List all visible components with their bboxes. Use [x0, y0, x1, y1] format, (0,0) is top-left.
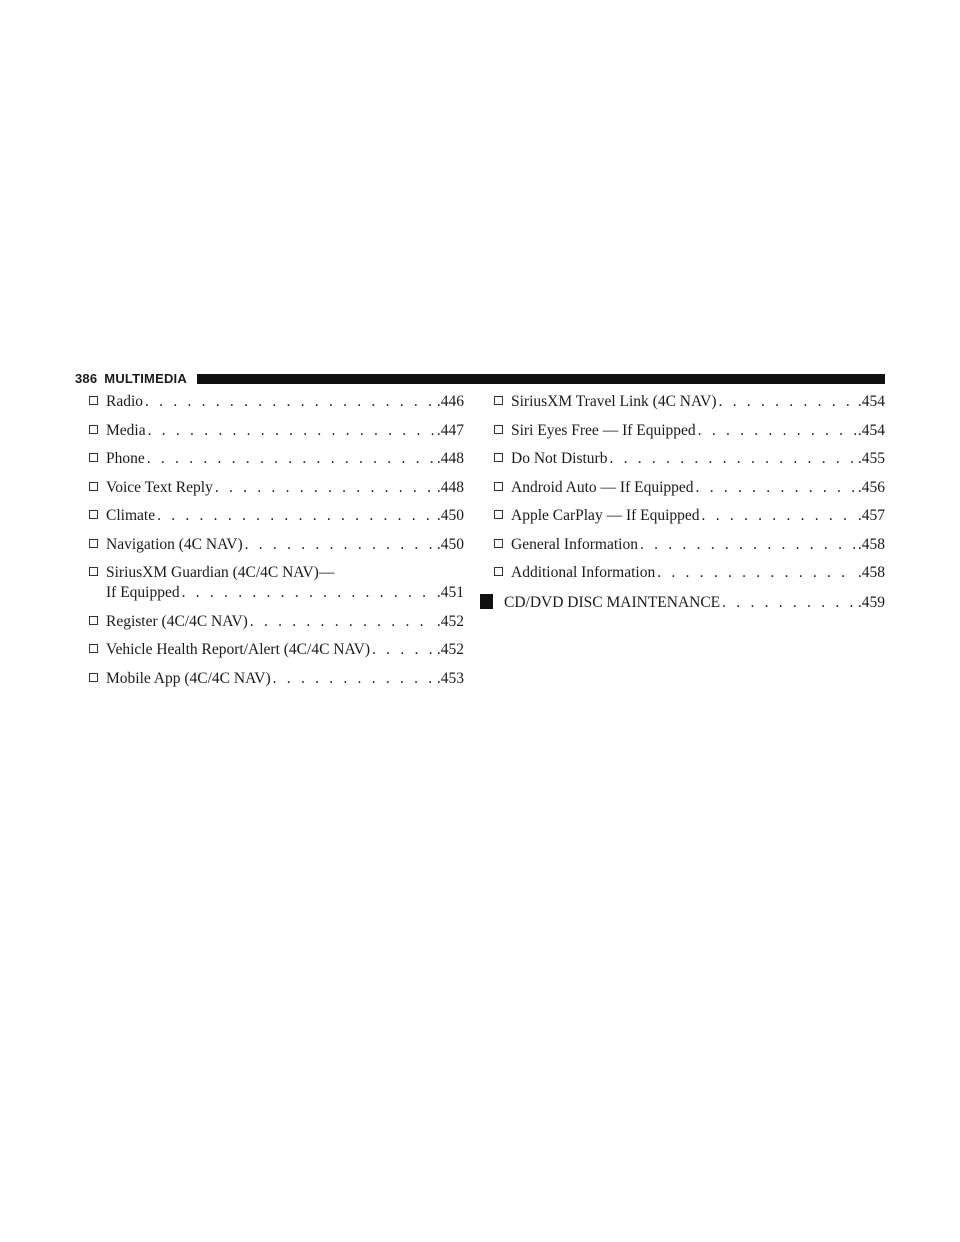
toc-entry-page: .448: [436, 478, 464, 496]
toc-entry-page: .455: [857, 450, 885, 467]
toc-entry-vehicle-health-report[interactable]: [89, 640, 464, 669]
hollow-square-bullet-icon: [494, 425, 503, 434]
toc-entry-label: Navigation (4C NAV): [106, 535, 243, 553]
toc-entry-label: Apple CarPlay — If Equipped: [511, 507, 700, 524]
toc-entry-page: .450: [436, 535, 464, 553]
toc-entry-cd-dvd-disc-maintenance[interactable]: [480, 592, 885, 621]
toc-entry-label: General Information: [511, 535, 638, 553]
dot-leader: [698, 421, 856, 441]
dot-leader: [145, 392, 435, 412]
toc-entry-label: Additional Information: [511, 564, 656, 581]
toc-entry-label: CD/DVD DISC MAINTENANCE: [504, 593, 721, 611]
toc-entry-page: .454: [857, 421, 885, 439]
toc-entry-page: .457: [857, 507, 885, 524]
toc-entry-label: Phone: [106, 450, 145, 467]
dot-leader: [250, 612, 435, 632]
page-header: [75, 370, 885, 388]
toc-entry-label: Register (4C/4C NAV): [106, 612, 248, 630]
toc-entry-page: .448: [436, 450, 464, 467]
toc-entry-label: Android Auto — If Equipped: [511, 478, 694, 496]
dot-leader: [245, 535, 435, 555]
toc-entry-page: .452: [436, 612, 464, 630]
toc-entry-page: .458: [857, 535, 885, 553]
dot-leader: [215, 478, 435, 498]
dot-leader: [609, 449, 855, 469]
toc-entry-page: .453: [436, 669, 464, 687]
toc-entry-page: .454: [857, 393, 885, 410]
toc-entry-label: Vehicle Health Report/Alert (4C/4C NAV): [106, 641, 371, 658]
toc-entry-general-information[interactable]: [494, 535, 885, 564]
hollow-square-bullet-icon: [494, 482, 503, 491]
toc-entry-page: .447: [436, 421, 464, 439]
toc-entry-page: .446: [436, 393, 464, 410]
toc-entry-label: Mobile App (4C/4C NAV): [106, 669, 271, 687]
hollow-square-bullet-icon: [89, 510, 98, 519]
toc-entry-label: Do Not Disturb: [511, 450, 608, 467]
hollow-square-bullet-icon: [89, 644, 98, 653]
toc-entry-apple-carplay[interactable]: [494, 506, 885, 535]
toc-entry-label: Media: [106, 421, 146, 439]
dot-leader: [148, 421, 435, 441]
toc-entry-page: .451: [436, 584, 464, 601]
hollow-square-bullet-icon: [89, 539, 98, 548]
dot-leader: [273, 669, 435, 689]
toc-entry-android-auto[interactable]: [494, 478, 885, 507]
toc-right-column: [494, 392, 885, 620]
dot-leader: [372, 640, 435, 660]
hollow-square-bullet-icon: [89, 425, 98, 434]
dot-leader: [719, 392, 856, 412]
toc-entry-label-continued: If Equipped: [106, 584, 180, 601]
hollow-square-bullet-icon: [494, 396, 503, 405]
hollow-square-bullet-icon: [494, 453, 503, 462]
toc-entry-label: Radio: [106, 393, 144, 410]
toc-entry-label: Voice Text Reply: [106, 478, 213, 496]
toc-left-column: [89, 392, 464, 697]
dot-leader: [702, 506, 856, 526]
hollow-square-bullet-icon: [89, 482, 98, 491]
toc-entry-label: SiriusXM Travel Link (4C NAV): [511, 393, 717, 410]
toc-entry-additional-information[interactable]: [494, 563, 885, 592]
toc-entry-page: .456: [857, 478, 885, 496]
hollow-square-bullet-icon: [89, 396, 98, 405]
hollow-square-bullet-icon: [89, 453, 98, 462]
page-number: 386: [75, 371, 98, 386]
hollow-square-bullet-icon: [494, 510, 503, 519]
header-rule: [197, 374, 885, 384]
toc-entry-phone[interactable]: [89, 449, 464, 478]
toc-entry-siriusxm-travel-link[interactable]: [494, 392, 885, 421]
toc-entry-label: SiriusXM Guardian (4C/4C NAV)—: [106, 564, 335, 581]
toc-entry-page: .459: [857, 593, 885, 611]
section-title: MULTIMEDIA: [104, 371, 187, 386]
hollow-square-bullet-icon: [89, 673, 98, 682]
hollow-square-bullet-icon: [89, 616, 98, 625]
dot-leader: [157, 506, 435, 526]
toc-entry-media[interactable]: [89, 421, 464, 450]
toc-entry-page: .450: [436, 507, 464, 524]
toc-entry-page: .452: [436, 641, 464, 658]
toc-entry-siri-eyes-free[interactable]: [494, 421, 885, 450]
dot-leader: [640, 535, 856, 555]
toc-entry-page: .458: [857, 564, 885, 581]
hollow-square-bullet-icon: [89, 567, 98, 576]
toc-entry-mobile-app[interactable]: [89, 669, 464, 698]
toc-entry-voice-text-reply[interactable]: [89, 478, 464, 507]
hollow-square-bullet-icon: [494, 567, 503, 576]
toc-entry-siriusxm-guardian[interactable]: [89, 563, 464, 612]
dot-leader: [182, 583, 435, 603]
toc-entry-radio[interactable]: [89, 392, 464, 421]
toc-entry-navigation[interactable]: [89, 535, 464, 564]
hollow-square-bullet-icon: [494, 539, 503, 548]
dot-leader: [657, 563, 856, 583]
dot-leader: [147, 449, 435, 469]
toc-entry-register[interactable]: [89, 612, 464, 641]
dot-leader: [722, 593, 856, 613]
toc-entry-label: Climate: [106, 507, 156, 524]
toc-entry-climate[interactable]: [89, 506, 464, 535]
toc-entry-do-not-disturb[interactable]: [494, 449, 885, 478]
toc-entry-label: Siri Eyes Free — If Equipped: [511, 421, 696, 439]
dot-leader: [696, 478, 856, 498]
filled-square-bullet-icon: [480, 594, 493, 609]
